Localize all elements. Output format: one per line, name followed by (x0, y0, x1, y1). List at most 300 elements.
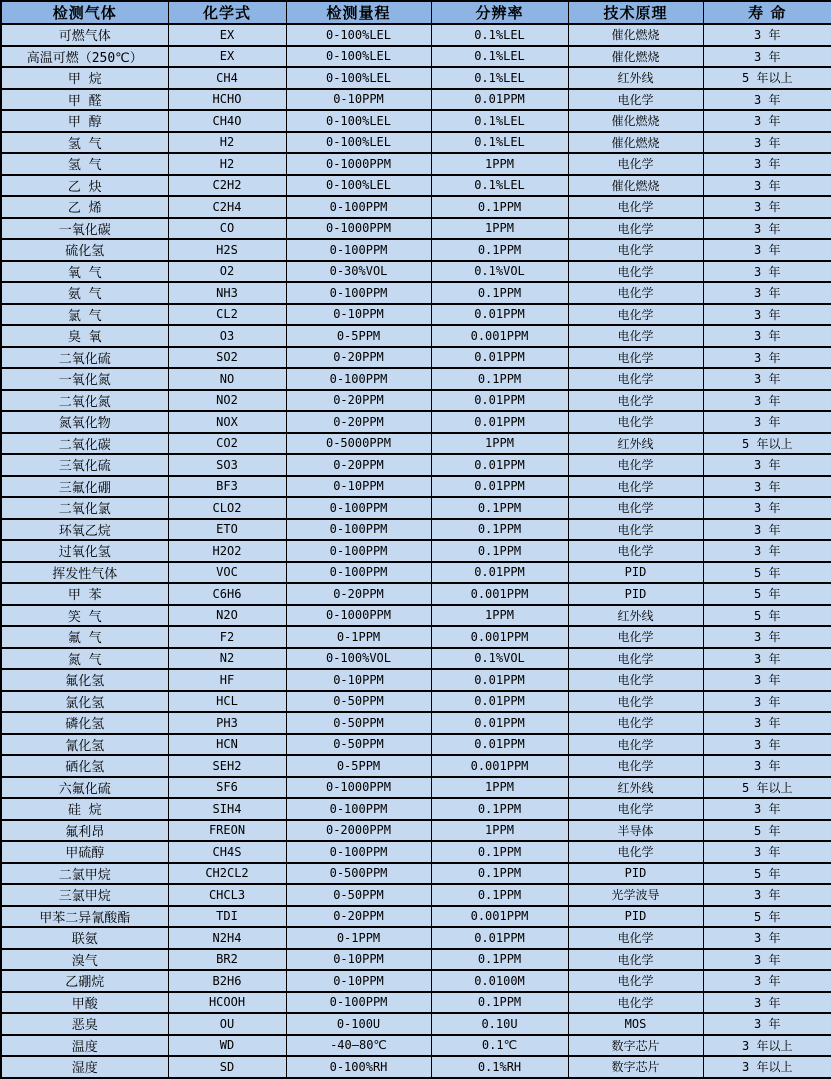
gas-name-cell: 氮 气 (1, 648, 168, 670)
resolution-cell: 0.1%LEL (431, 175, 568, 197)
principle-cell: 电化学 (568, 712, 703, 734)
gas-name-cell: 可燃气体 (1, 24, 168, 46)
gas-name-cell: 二氧化氮 (1, 390, 168, 412)
table-row (1, 583, 831, 605)
gas-name-cell: 甲酸 (1, 992, 168, 1014)
table-row (1, 540, 831, 562)
resolution-cell: 0.1PPM (431, 863, 568, 885)
lifespan-cell: 5 年以上 (703, 433, 831, 455)
lifespan-cell: 3 年 (703, 196, 831, 218)
formula-cell: H2 (168, 132, 286, 154)
gas-name-cell: 二氯甲烷 (1, 863, 168, 885)
formula-cell: PH3 (168, 712, 286, 734)
principle-cell: 数字芯片 (568, 1035, 703, 1057)
principle-cell: 红外线 (568, 433, 703, 455)
lifespan-cell: 3 年 (703, 24, 831, 46)
column-header-gas-name: 检测气体 (1, 1, 168, 24)
principle-cell: 电化学 (568, 519, 703, 541)
range-cell: 0-1000PPM (286, 153, 431, 175)
formula-cell: BF3 (168, 476, 286, 498)
lifespan-cell: 3 年 (703, 304, 831, 326)
table-row (1, 433, 831, 455)
gas-name-cell: 环氧乙烷 (1, 519, 168, 541)
resolution-cell: 0.01PPM (431, 89, 568, 111)
range-cell: 0-100%LEL (286, 67, 431, 89)
range-cell: 0-2000PPM (286, 820, 431, 842)
resolution-cell: 0.1PPM (431, 884, 568, 906)
principle-cell: 电化学 (568, 540, 703, 562)
table-row (1, 669, 831, 691)
lifespan-cell: 5 年 (703, 562, 831, 584)
range-cell: 0-100PPM (286, 239, 431, 261)
lifespan-cell: 3 年以上 (703, 1056, 831, 1078)
range-cell: 0-100%LEL (286, 132, 431, 154)
lifespan-cell: 3 年 (703, 89, 831, 111)
lifespan-cell: 3 年 (703, 927, 831, 949)
table-row (1, 519, 831, 541)
lifespan-cell: 3 年 (703, 110, 831, 132)
gas-name-cell: 挥发性气体 (1, 562, 168, 584)
resolution-cell: 0.1%VOL (431, 648, 568, 670)
range-cell: 0-100%LEL (286, 46, 431, 68)
gas-name-cell: 氟化氢 (1, 669, 168, 691)
range-cell: 0-50PPM (286, 691, 431, 713)
range-cell: 0-10PPM (286, 949, 431, 971)
range-cell: 0-100%LEL (286, 24, 431, 46)
lifespan-cell: 3 年 (703, 884, 831, 906)
lifespan-cell: 3 年以上 (703, 1035, 831, 1057)
column-header-formula: 化学式 (168, 1, 286, 24)
range-cell: 0-20PPM (286, 411, 431, 433)
table-row (1, 390, 831, 412)
lifespan-cell: 3 年 (703, 454, 831, 476)
resolution-cell: 0.1%LEL (431, 24, 568, 46)
resolution-cell: 0.1PPM (431, 239, 568, 261)
formula-cell: C6H6 (168, 583, 286, 605)
range-cell: 0-100U (286, 1013, 431, 1035)
table-row (1, 46, 831, 68)
lifespan-cell: 5 年 (703, 583, 831, 605)
lifespan-cell: 3 年 (703, 132, 831, 154)
resolution-cell: 1PPM (431, 820, 568, 842)
principle-cell: 电化学 (568, 841, 703, 863)
gas-name-cell: 氢 气 (1, 132, 168, 154)
gas-name-cell: 氯化氢 (1, 691, 168, 713)
lifespan-cell: 3 年 (703, 347, 831, 369)
gas-name-cell: 硒化氢 (1, 755, 168, 777)
formula-cell: HF (168, 669, 286, 691)
lifespan-cell: 3 年 (703, 476, 831, 498)
resolution-cell: 0.01PPM (431, 669, 568, 691)
range-cell: 0-1PPM (286, 927, 431, 949)
range-cell: 0-5PPM (286, 755, 431, 777)
range-cell: 0-20PPM (286, 906, 431, 928)
lifespan-cell: 5 年 (703, 820, 831, 842)
lifespan-cell: 3 年 (703, 218, 831, 240)
principle-cell: 电化学 (568, 497, 703, 519)
resolution-cell: 0.01PPM (431, 304, 568, 326)
formula-cell: TDI (168, 906, 286, 928)
gas-name-cell: 乙 炔 (1, 175, 168, 197)
range-cell: 0-100PPM (286, 282, 431, 304)
formula-cell: SF6 (168, 777, 286, 799)
table-row (1, 261, 831, 283)
lifespan-cell: 3 年 (703, 497, 831, 519)
lifespan-cell: 3 年 (703, 691, 831, 713)
table-row (1, 304, 831, 326)
formula-cell: N2 (168, 648, 286, 670)
range-cell: -40—80℃ (286, 1035, 431, 1057)
resolution-cell: 1PPM (431, 433, 568, 455)
range-cell: 0-1000PPM (286, 605, 431, 627)
table-row (1, 734, 831, 756)
lifespan-cell: 3 年 (703, 734, 831, 756)
resolution-cell: 0.01PPM (431, 734, 568, 756)
principle-cell: 电化学 (568, 89, 703, 111)
table-row (1, 949, 831, 971)
table-row (1, 67, 831, 89)
range-cell: 0-50PPM (286, 884, 431, 906)
range-cell: 0-50PPM (286, 734, 431, 756)
resolution-cell: 0.1PPM (431, 540, 568, 562)
lifespan-cell: 3 年 (703, 519, 831, 541)
table-row (1, 454, 831, 476)
gas-name-cell: 乙硼烷 (1, 970, 168, 992)
principle-cell: PID (568, 863, 703, 885)
formula-cell: BR2 (168, 949, 286, 971)
range-cell: 0-1PPM (286, 626, 431, 648)
principle-cell: 半导体 (568, 820, 703, 842)
lifespan-cell: 3 年 (703, 325, 831, 347)
gas-name-cell: 联氨 (1, 927, 168, 949)
range-cell: 0-100PPM (286, 368, 431, 390)
range-cell: 0-10PPM (286, 304, 431, 326)
principle-cell: 催化燃烧 (568, 24, 703, 46)
resolution-cell: 0.001PPM (431, 755, 568, 777)
gas-name-cell: 二氧化碳 (1, 433, 168, 455)
principle-cell: 催化燃烧 (568, 132, 703, 154)
principle-cell: 电化学 (568, 196, 703, 218)
resolution-cell: 0.001PPM (431, 626, 568, 648)
principle-cell: 电化学 (568, 282, 703, 304)
principle-cell: 催化燃烧 (568, 175, 703, 197)
principle-cell: PID (568, 906, 703, 928)
table-row (1, 132, 831, 154)
gas-name-cell: 甲 醛 (1, 89, 168, 111)
range-cell: 0-100PPM (286, 540, 431, 562)
resolution-cell: 0.001PPM (431, 906, 568, 928)
formula-cell: WD (168, 1035, 286, 1057)
resolution-cell: 0.1℃ (431, 1035, 568, 1057)
gas-name-cell: 氯 气 (1, 304, 168, 326)
formula-cell: F2 (168, 626, 286, 648)
table-row (1, 605, 831, 627)
resolution-cell: 0.01PPM (431, 347, 568, 369)
formula-cell: SO3 (168, 454, 286, 476)
gas-name-cell: 甲 烷 (1, 67, 168, 89)
lifespan-cell: 3 年 (703, 368, 831, 390)
resolution-cell: 1PPM (431, 218, 568, 240)
formula-cell: CLO2 (168, 497, 286, 519)
table-row (1, 1013, 831, 1035)
principle-cell: 催化燃烧 (568, 110, 703, 132)
principle-cell: 电化学 (568, 368, 703, 390)
formula-cell: CHCL3 (168, 884, 286, 906)
formula-cell: CH4O (168, 110, 286, 132)
principle-cell: 电化学 (568, 755, 703, 777)
formula-cell: H2O2 (168, 540, 286, 562)
principle-cell: PID (568, 562, 703, 584)
formula-cell: C2H4 (168, 196, 286, 218)
gas-name-cell: 乙 烯 (1, 196, 168, 218)
principle-cell: PID (568, 583, 703, 605)
range-cell: 0-10PPM (286, 970, 431, 992)
resolution-cell: 0.1PPM (431, 519, 568, 541)
range-cell: 0-20PPM (286, 347, 431, 369)
formula-cell: B2H6 (168, 970, 286, 992)
principle-cell: 电化学 (568, 949, 703, 971)
range-cell: 0-30%VOL (286, 261, 431, 283)
range-cell: 0-10PPM (286, 476, 431, 498)
formula-cell: CH4 (168, 67, 286, 89)
range-cell: 0-500PPM (286, 863, 431, 885)
formula-cell: SD (168, 1056, 286, 1078)
range-cell: 0-100PPM (286, 798, 431, 820)
gas-name-cell: 二氧化氯 (1, 497, 168, 519)
formula-cell: O2 (168, 261, 286, 283)
gas-name-cell: 氢 气 (1, 153, 168, 175)
table-row (1, 347, 831, 369)
principle-cell: 电化学 (568, 734, 703, 756)
gas-name-cell: 甲苯二异氰酸酯 (1, 906, 168, 928)
principle-cell: 电化学 (568, 992, 703, 1014)
range-cell: 0-1000PPM (286, 777, 431, 799)
resolution-cell: 0.1PPM (431, 949, 568, 971)
table-row (1, 196, 831, 218)
resolution-cell: 0.01PPM (431, 691, 568, 713)
lifespan-cell: 3 年 (703, 970, 831, 992)
formula-cell: VOC (168, 562, 286, 584)
principle-cell: 电化学 (568, 798, 703, 820)
table-row (1, 368, 831, 390)
formula-cell: CH2CL2 (168, 863, 286, 885)
table-row (1, 777, 831, 799)
principle-cell: 电化学 (568, 239, 703, 261)
resolution-cell: 0.1%LEL (431, 132, 568, 154)
resolution-cell: 0.01PPM (431, 390, 568, 412)
formula-cell: EX (168, 46, 286, 68)
formula-cell: CO2 (168, 433, 286, 455)
lifespan-cell: 3 年 (703, 798, 831, 820)
lifespan-cell: 3 年 (703, 648, 831, 670)
table-row (1, 476, 831, 498)
resolution-cell: 1PPM (431, 153, 568, 175)
column-header-range: 检测量程 (286, 1, 431, 24)
resolution-cell: 0.01PPM (431, 411, 568, 433)
gas-name-cell: 臭 氧 (1, 325, 168, 347)
formula-cell: CH4S (168, 841, 286, 863)
gas-name-cell: 笑 气 (1, 605, 168, 627)
table-row (1, 755, 831, 777)
gas-name-cell: 氨 气 (1, 282, 168, 304)
formula-cell: OU (168, 1013, 286, 1035)
lifespan-cell: 3 年 (703, 261, 831, 283)
lifespan-cell: 5 年 (703, 906, 831, 928)
resolution-cell: 0.1%LEL (431, 67, 568, 89)
gas-name-cell: 甲 苯 (1, 583, 168, 605)
lifespan-cell: 5 年以上 (703, 777, 831, 799)
lifespan-cell: 5 年 (703, 863, 831, 885)
table-row (1, 282, 831, 304)
formula-cell: FREON (168, 820, 286, 842)
table-row (1, 970, 831, 992)
principle-cell: 电化学 (568, 153, 703, 175)
resolution-cell: 0.1PPM (431, 368, 568, 390)
resolution-cell: 0.1%LEL (431, 110, 568, 132)
principle-cell: 电化学 (568, 325, 703, 347)
principle-cell: MOS (568, 1013, 703, 1035)
range-cell: 0-5000PPM (286, 433, 431, 455)
resolution-cell: 0.1%LEL (431, 46, 568, 68)
gas-name-cell: 一氧化碳 (1, 218, 168, 240)
resolution-cell: 0.1PPM (431, 196, 568, 218)
table-row (1, 626, 831, 648)
table-row (1, 89, 831, 111)
table-row (1, 863, 831, 885)
table-row (1, 411, 831, 433)
lifespan-cell: 3 年 (703, 540, 831, 562)
table-row (1, 691, 831, 713)
gas-name-cell: 温度 (1, 1035, 168, 1057)
gas-name-cell: 磷化氢 (1, 712, 168, 734)
range-cell: 0-100%VOL (286, 648, 431, 670)
resolution-cell: 0.1PPM (431, 282, 568, 304)
lifespan-cell: 3 年 (703, 669, 831, 691)
table-row (1, 820, 831, 842)
gas-name-cell: 三氧化硫 (1, 454, 168, 476)
resolution-cell: 1PPM (431, 605, 568, 627)
resolution-cell: 0.1PPM (431, 497, 568, 519)
table-row (1, 325, 831, 347)
principle-cell: 红外线 (568, 605, 703, 627)
principle-cell: 数字芯片 (568, 1056, 703, 1078)
range-cell: 0-100PPM (286, 841, 431, 863)
range-cell: 0-1000PPM (286, 218, 431, 240)
resolution-cell: 0.001PPM (431, 325, 568, 347)
formula-cell: NO (168, 368, 286, 390)
formula-cell: C2H2 (168, 175, 286, 197)
table-row (1, 841, 831, 863)
formula-cell: HCL (168, 691, 286, 713)
range-cell: 0-100%LEL (286, 175, 431, 197)
table-row (1, 175, 831, 197)
gas-name-cell: 高温可燃（250℃） (1, 46, 168, 68)
formula-cell: SO2 (168, 347, 286, 369)
resolution-cell: 0.001PPM (431, 583, 568, 605)
range-cell: 0-10PPM (286, 669, 431, 691)
lifespan-cell: 3 年 (703, 46, 831, 68)
resolution-cell: 0.01PPM (431, 476, 568, 498)
formula-cell: HCHO (168, 89, 286, 111)
principle-cell: 电化学 (568, 390, 703, 412)
lifespan-cell: 3 年 (703, 411, 831, 433)
table-row (1, 239, 831, 261)
gas-name-cell: 氟利昂 (1, 820, 168, 842)
gas-name-cell: 一氧化氮 (1, 368, 168, 390)
resolution-cell: 0.01PPM (431, 454, 568, 476)
resolution-cell: 0.1%RH (431, 1056, 568, 1078)
principle-cell: 电化学 (568, 218, 703, 240)
range-cell: 0-100PPM (286, 992, 431, 1014)
table-row (1, 884, 831, 906)
lifespan-cell: 5 年以上 (703, 67, 831, 89)
gas-name-cell: 硫化氢 (1, 239, 168, 261)
principle-cell: 电化学 (568, 347, 703, 369)
gas-name-cell: 氟 气 (1, 626, 168, 648)
table-row (1, 992, 831, 1014)
formula-cell: H2S (168, 239, 286, 261)
lifespan-cell: 3 年 (703, 949, 831, 971)
principle-cell: 电化学 (568, 454, 703, 476)
range-cell: 0-100PPM (286, 497, 431, 519)
resolution-cell: 0.10U (431, 1013, 568, 1035)
gas-name-cell: 溴气 (1, 949, 168, 971)
header-row (1, 1, 831, 24)
gas-name-cell: 甲硫醇 (1, 841, 168, 863)
formula-cell: O3 (168, 325, 286, 347)
lifespan-cell: 3 年 (703, 1013, 831, 1035)
resolution-cell: 0.01PPM (431, 927, 568, 949)
formula-cell: SIH4 (168, 798, 286, 820)
range-cell: 0-20PPM (286, 390, 431, 412)
gas-name-cell: 二氧化硫 (1, 347, 168, 369)
formula-cell: ETO (168, 519, 286, 541)
resolution-cell: 0.1%VOL (431, 261, 568, 283)
formula-cell: H2 (168, 153, 286, 175)
gas-name-cell: 三氯甲烷 (1, 884, 168, 906)
range-cell: 0-20PPM (286, 454, 431, 476)
principle-cell: 电化学 (568, 304, 703, 326)
formula-cell: EX (168, 24, 286, 46)
formula-cell: NO2 (168, 390, 286, 412)
range-cell: 0-100PPM (286, 519, 431, 541)
table-row (1, 497, 831, 519)
lifespan-cell: 3 年 (703, 239, 831, 261)
principle-cell: 电化学 (568, 691, 703, 713)
formula-cell: CL2 (168, 304, 286, 326)
table-row (1, 648, 831, 670)
resolution-cell: 0.01PPM (431, 562, 568, 584)
lifespan-cell: 3 年 (703, 175, 831, 197)
table-row (1, 712, 831, 734)
principle-cell: 电化学 (568, 476, 703, 498)
table-row (1, 1056, 831, 1078)
column-header-lifespan: 寿 命 (703, 1, 831, 24)
resolution-cell: 0.0100M (431, 970, 568, 992)
lifespan-cell: 3 年 (703, 841, 831, 863)
principle-cell: 电化学 (568, 261, 703, 283)
principle-cell: 红外线 (568, 67, 703, 89)
resolution-cell: 0.01PPM (431, 712, 568, 734)
formula-cell: N2H4 (168, 927, 286, 949)
gas-name-cell: 六氟化硫 (1, 777, 168, 799)
range-cell: 0-100PPM (286, 196, 431, 218)
table-row (1, 153, 831, 175)
table-row (1, 906, 831, 928)
table-row (1, 562, 831, 584)
range-cell: 0-50PPM (286, 712, 431, 734)
table-body (1, 24, 831, 1078)
